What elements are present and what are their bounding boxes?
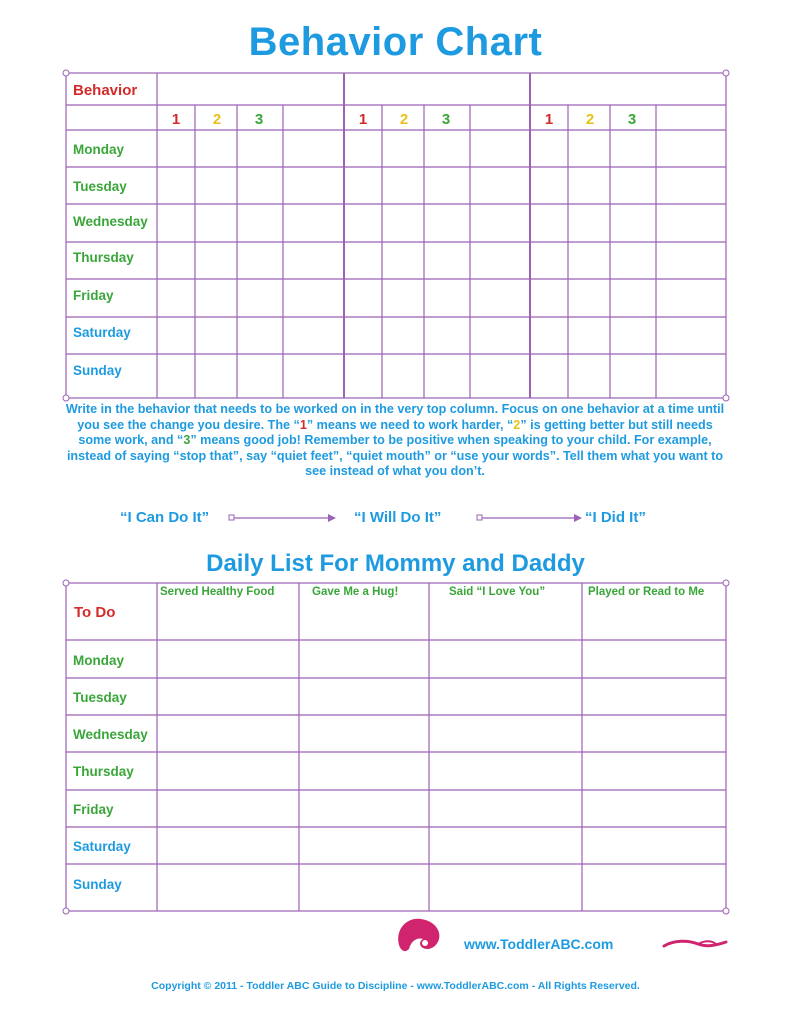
instructions-text: Write in the behavior that needs to be worked on in the very top column. Focus on one behavior at a time until you see the change you desire. The “1” means we need to work harder, “2” is getting better but still needs some work, and “3” means good job! Remember to be positive when speaking to your child. For example, instead of saying “stop that”, say “quiet feet”, “quiet mouth” or “use your words”. Tell them what you want to see instead of what you don’t. — [65, 402, 725, 479]
rating-1: 1 — [358, 111, 368, 128]
day-label-thursday: Thursday — [73, 250, 134, 265]
day-label-tuesday: Tuesday — [73, 179, 127, 194]
rating-3: 3 — [441, 111, 451, 128]
day-label-friday: Friday — [73, 802, 114, 817]
rating-2: 2 — [399, 111, 409, 128]
daily-list-title: Daily List For Mommy and Daddy — [206, 550, 585, 577]
day-label-friday: Friday — [73, 288, 114, 303]
swoosh-decoration-icon — [662, 936, 728, 952]
column-served-healthy-food: Served Healthy Food — [160, 586, 275, 598]
todo-header: To Do — [74, 604, 116, 621]
rating-2: 2 — [585, 111, 595, 128]
motto-i-did-it: “I Did It” — [585, 509, 646, 526]
column-gave-me-a-hug: Gave Me a Hug! — [312, 586, 399, 598]
day-label-saturday: Saturday — [73, 839, 131, 854]
toddlerabc-logo-icon — [395, 915, 443, 955]
rating-2: 2 — [212, 111, 222, 128]
rating-3: 3 — [627, 111, 637, 128]
rating-1: 1 — [544, 111, 554, 128]
day-label-wednesday: Wednesday — [73, 727, 148, 742]
column-played-or-read: Played or Read to Me — [588, 586, 705, 598]
arrow-right-icon — [228, 510, 338, 526]
rating-1: 1 — [171, 111, 181, 128]
day-label-monday: Monday — [73, 653, 125, 668]
behavior-header: Behavior — [73, 82, 138, 99]
day-label-saturday: Saturday — [73, 325, 131, 340]
arrow-right-icon — [476, 510, 586, 526]
page-title: Behavior Chart — [248, 20, 543, 64]
day-label-thursday: Thursday — [73, 764, 134, 779]
footer-url: www.ToddlerABC.com — [464, 936, 614, 952]
day-label-sunday: Sunday — [73, 363, 122, 378]
rating-3: 3 — [254, 111, 264, 128]
column-said-i-love-you: Said “I Love You” — [449, 586, 546, 598]
day-label-tuesday: Tuesday — [73, 690, 127, 705]
copyright-text: Copyright © 2011 - Toddler ABC Guide to Discipline - www.ToddlerABC.com - All Rights Reserved. — [151, 980, 640, 992]
day-label-sunday: Sunday — [73, 877, 122, 892]
day-label-wednesday: Wednesday — [73, 214, 148, 229]
motto-i-will-do-it: “I Will Do It” — [354, 509, 442, 526]
motto-i-can-do-it: “I Can Do It” — [120, 509, 210, 526]
day-label-monday: Monday — [73, 142, 125, 157]
